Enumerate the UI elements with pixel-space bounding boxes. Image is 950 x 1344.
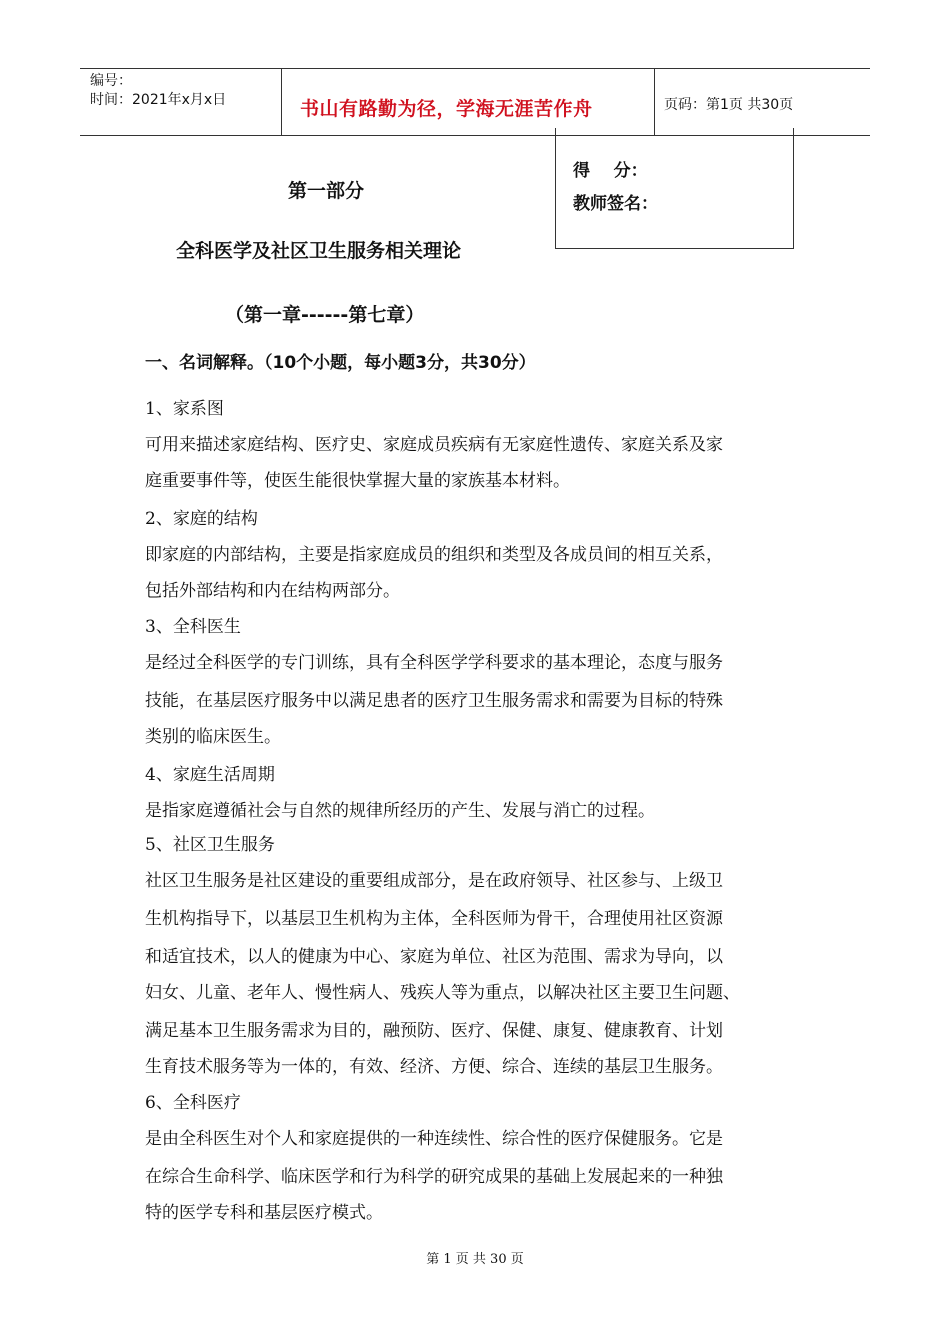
part-title: 第一部分 xyxy=(288,180,365,202)
header-top-border xyxy=(80,68,870,69)
glossary-definition-line: 可用来描述家庭结构、医疗史、家庭成员疾病有无家庭性遗传、家庭关系及家 xyxy=(145,435,723,455)
score-label: 得 分： xyxy=(573,161,648,181)
glossary-term: 1、家系图 xyxy=(145,399,224,419)
glossary-definition-line: 技能，在基层医疗服务中以满足患者的医疗卫生服务需求和需要为目标的特殊 xyxy=(145,691,723,711)
glossary-definition-line: 满足基本卫生服务需求为目的，融预防、医疗、保健、康复、健康教育、计划 xyxy=(145,1021,723,1041)
main-title: 全科医学及社区卫生服务相关理论 xyxy=(176,240,462,262)
glossary-definition-line: 庭重要事件等，使医生能很快掌握大量的家族基本材料。 xyxy=(145,471,570,491)
page-code-label: 页码：第1页 共30页 xyxy=(664,97,794,113)
glossary-definition-line: 社区卫生服务是社区建设的重要组成部分，是在政府领导、社区参与、上级卫 xyxy=(145,871,723,891)
glossary-definition-line: 是指家庭遵循社会与自然的规律所经历的产生、发展与消亡的过程。 xyxy=(145,801,655,821)
glossary-definition-line: 生机构指导下，以基层卫生机构为主体，全科医师为骨干，合理使用社区资源 xyxy=(145,909,723,929)
glossary-definition-line: 即家庭的内部结构，主要是指家庭成员的组织和类型及各成员间的相互关系， xyxy=(145,545,723,565)
document-number-label: 编号： xyxy=(90,73,132,89)
glossary-term: 2、家庭的结构 xyxy=(145,509,258,529)
glossary-definition-line: 类别的临床医生。 xyxy=(145,727,281,747)
glossary-definition-line: 在综合生命科学、临床医学和行为科学的研究成果的基础上发展起来的一种独 xyxy=(145,1167,723,1187)
teacher-signature-label: 教师签名： xyxy=(573,194,658,214)
header-motto: 书山有路勤为径，学海无涯苦作舟 xyxy=(300,98,593,120)
glossary-term: 3、全科医生 xyxy=(145,617,241,637)
glossary-term: 4、家庭生活周期 xyxy=(145,765,275,785)
chapter-range-title: （第一章------第七章） xyxy=(225,304,425,326)
header-divider-right xyxy=(654,68,655,136)
glossary-definition-line: 生育技术服务等为一体的，有效、经济、方便、综合、连续的基层卫生服务。 xyxy=(145,1057,723,1077)
glossary-definition-line: 是经过全科医学的专门训练，具有全科医学学科要求的基本理论，态度与服务 xyxy=(145,653,723,673)
glossary-definition-line: 是由全科医生对个人和家庭提供的一种连续性、综合性的医疗保健服务。它是 xyxy=(145,1129,723,1149)
glossary-term: 6、全科医疗 xyxy=(145,1093,241,1113)
glossary-definition-line: 特的医学专科和基层医疗模式。 xyxy=(145,1203,383,1223)
glossary-term: 5、社区卫生服务 xyxy=(145,835,275,855)
document-time-label: 时间：2021年x月x日 xyxy=(90,92,227,108)
glossary-definition-line: 包括外部结构和内在结构两部分。 xyxy=(145,581,400,601)
section-heading: 一、名词解释。（10个小题，每小题3分，共30分） xyxy=(145,353,536,373)
header-divider-left xyxy=(281,68,282,136)
glossary-definition-line: 妇女、儿童、老年人、慢性病人、残疾人等为重点，以解决社区主要卫生问题、 xyxy=(145,983,740,1003)
glossary-definition-line: 和适宜技术，以人的健康为中心、家庭为单位、社区为范围、需求为导向，以 xyxy=(145,947,723,967)
page-footer: 第 1 页 共 30 页 xyxy=(426,1252,524,1267)
